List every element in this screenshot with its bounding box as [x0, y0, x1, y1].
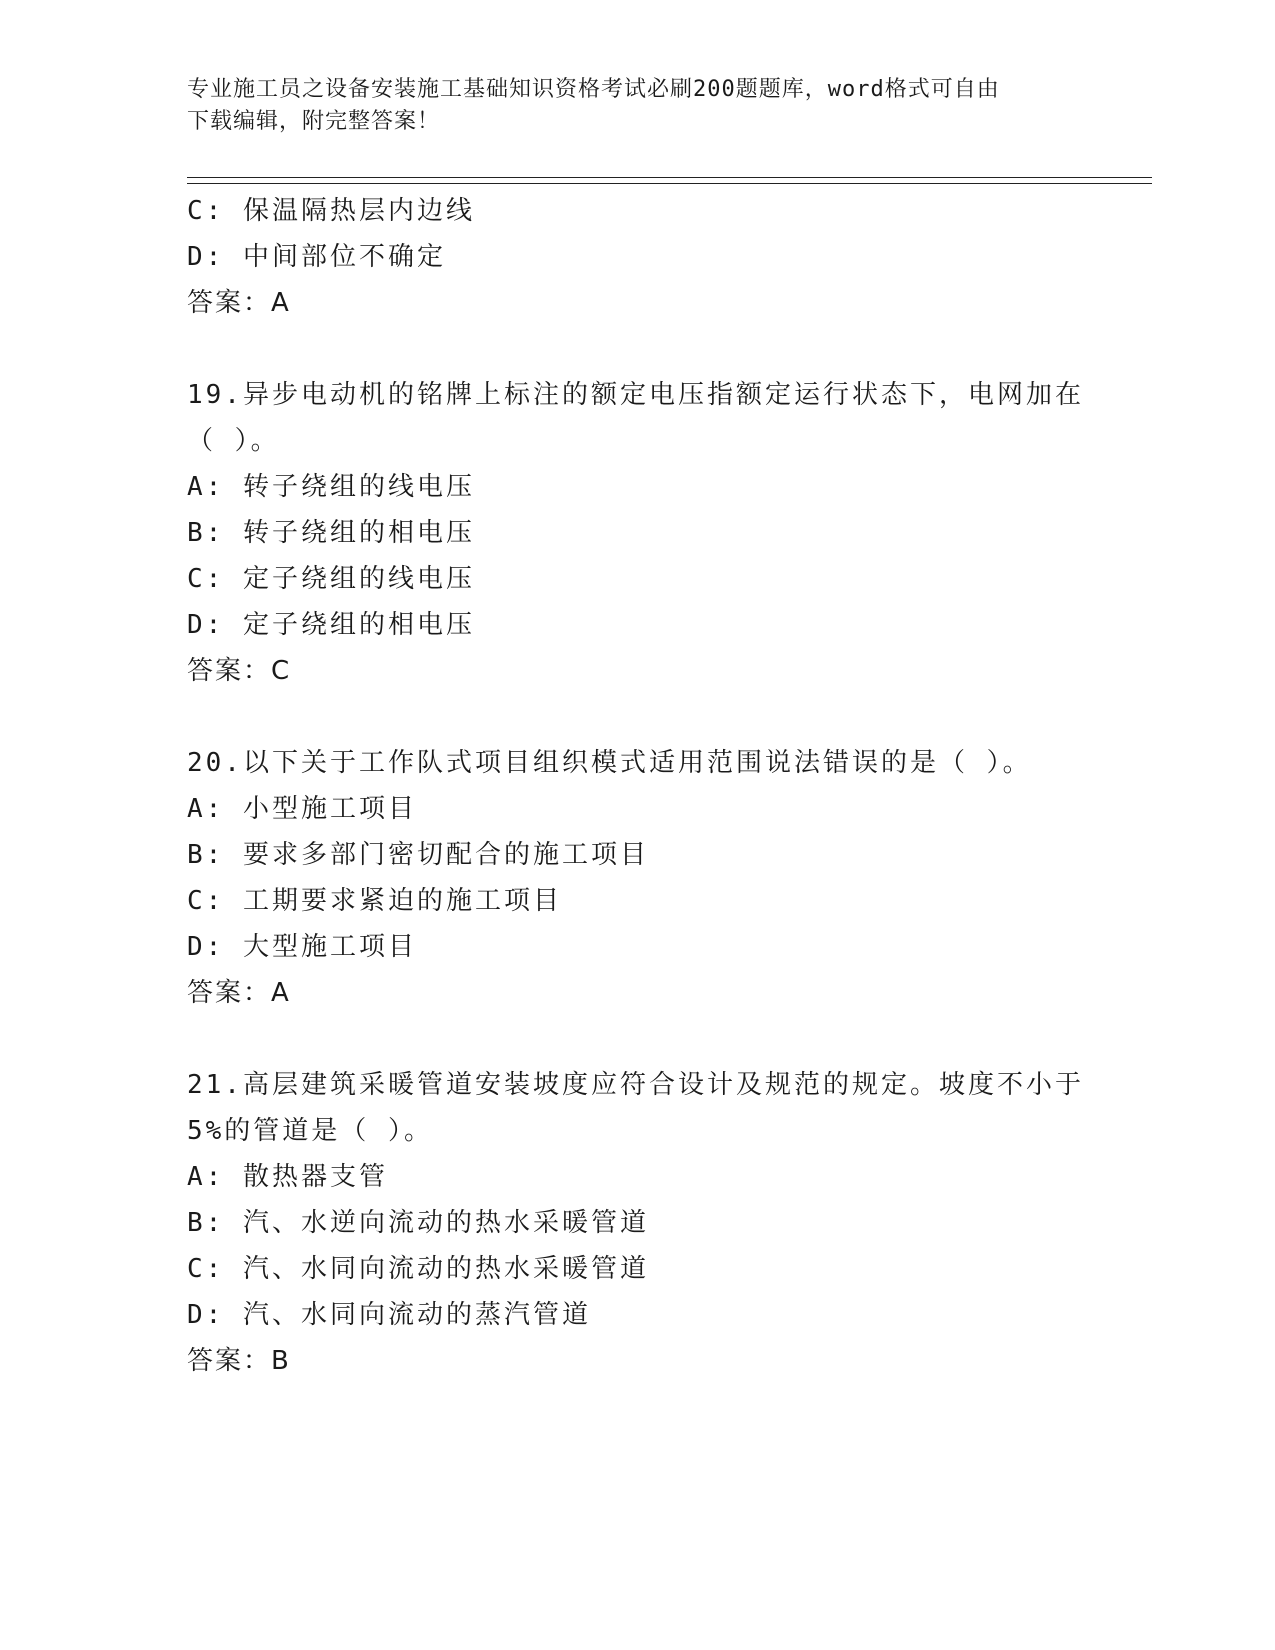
- question-19: [187, 372, 1087, 694]
- option-a: A: 散热器支管: [187, 1162, 388, 1192]
- document-header: [187, 74, 1067, 138]
- option-c: C: 工期要求紧迫的施工项目: [187, 886, 562, 916]
- answer-line: 答案：A: [187, 978, 291, 1008]
- question-stem: 19.异步电动机的铭牌上标注的额定电压指额定运行状态下，电网加在: [187, 380, 1084, 410]
- option-d: D: 定子绕组的相电压: [187, 610, 475, 640]
- option-d: D: 汽、水同向流动的蒸汽管道: [187, 1300, 591, 1330]
- question-stem: （ ）。: [187, 426, 280, 456]
- option-c: C: 汽、水同向流动的热水采暖管道: [187, 1254, 649, 1284]
- question-20: [187, 740, 1087, 1016]
- option-a: A: 小型施工项目: [187, 794, 417, 824]
- question-spacer: [187, 694, 1087, 740]
- option-b: B: 转子绕组的相电压: [187, 518, 475, 548]
- question-stem: 21.高层建筑采暖管道安装坡度应符合设计及规范的规定。坡度不小于: [187, 1070, 1084, 1100]
- option-d: D: 大型施工项目: [187, 932, 417, 962]
- header-line-1: 专业施工员之设备安装施工基础知识资格考试必刷200题题库，word格式可自由: [187, 77, 1000, 102]
- carryover-question: [187, 188, 1087, 326]
- answer-line: 答案：C: [187, 656, 292, 686]
- header-line-2: 下载编辑，附完整答案！: [187, 109, 441, 134]
- option-b: B: 汽、水逆向流动的热水采暖管道: [187, 1208, 649, 1238]
- option-c: C: 保温隔热层内边线: [187, 196, 475, 226]
- option-d: D: 中间部位不确定: [187, 242, 446, 272]
- question-21: [187, 1062, 1087, 1384]
- option-a: A: 转子绕组的线电压: [187, 472, 475, 502]
- question-stem: 5%的管道是（ ）。: [187, 1116, 433, 1146]
- option-b: B: 要求多部门密切配合的施工项目: [187, 840, 649, 870]
- answer-line: 答案：A: [187, 288, 291, 318]
- header-divider-bottom: [187, 183, 1152, 184]
- header-divider-top: [187, 177, 1152, 178]
- question-stem: 20.以下关于工作队式项目组织模式适用范围说法错误的是（ ）。: [187, 748, 1032, 778]
- question-spacer: [187, 1016, 1087, 1062]
- question-spacer: [187, 326, 1087, 372]
- answer-line: 答案：B: [187, 1346, 291, 1376]
- question-content: [187, 188, 1087, 1384]
- option-c: C: 定子绕组的线电压: [187, 564, 475, 594]
